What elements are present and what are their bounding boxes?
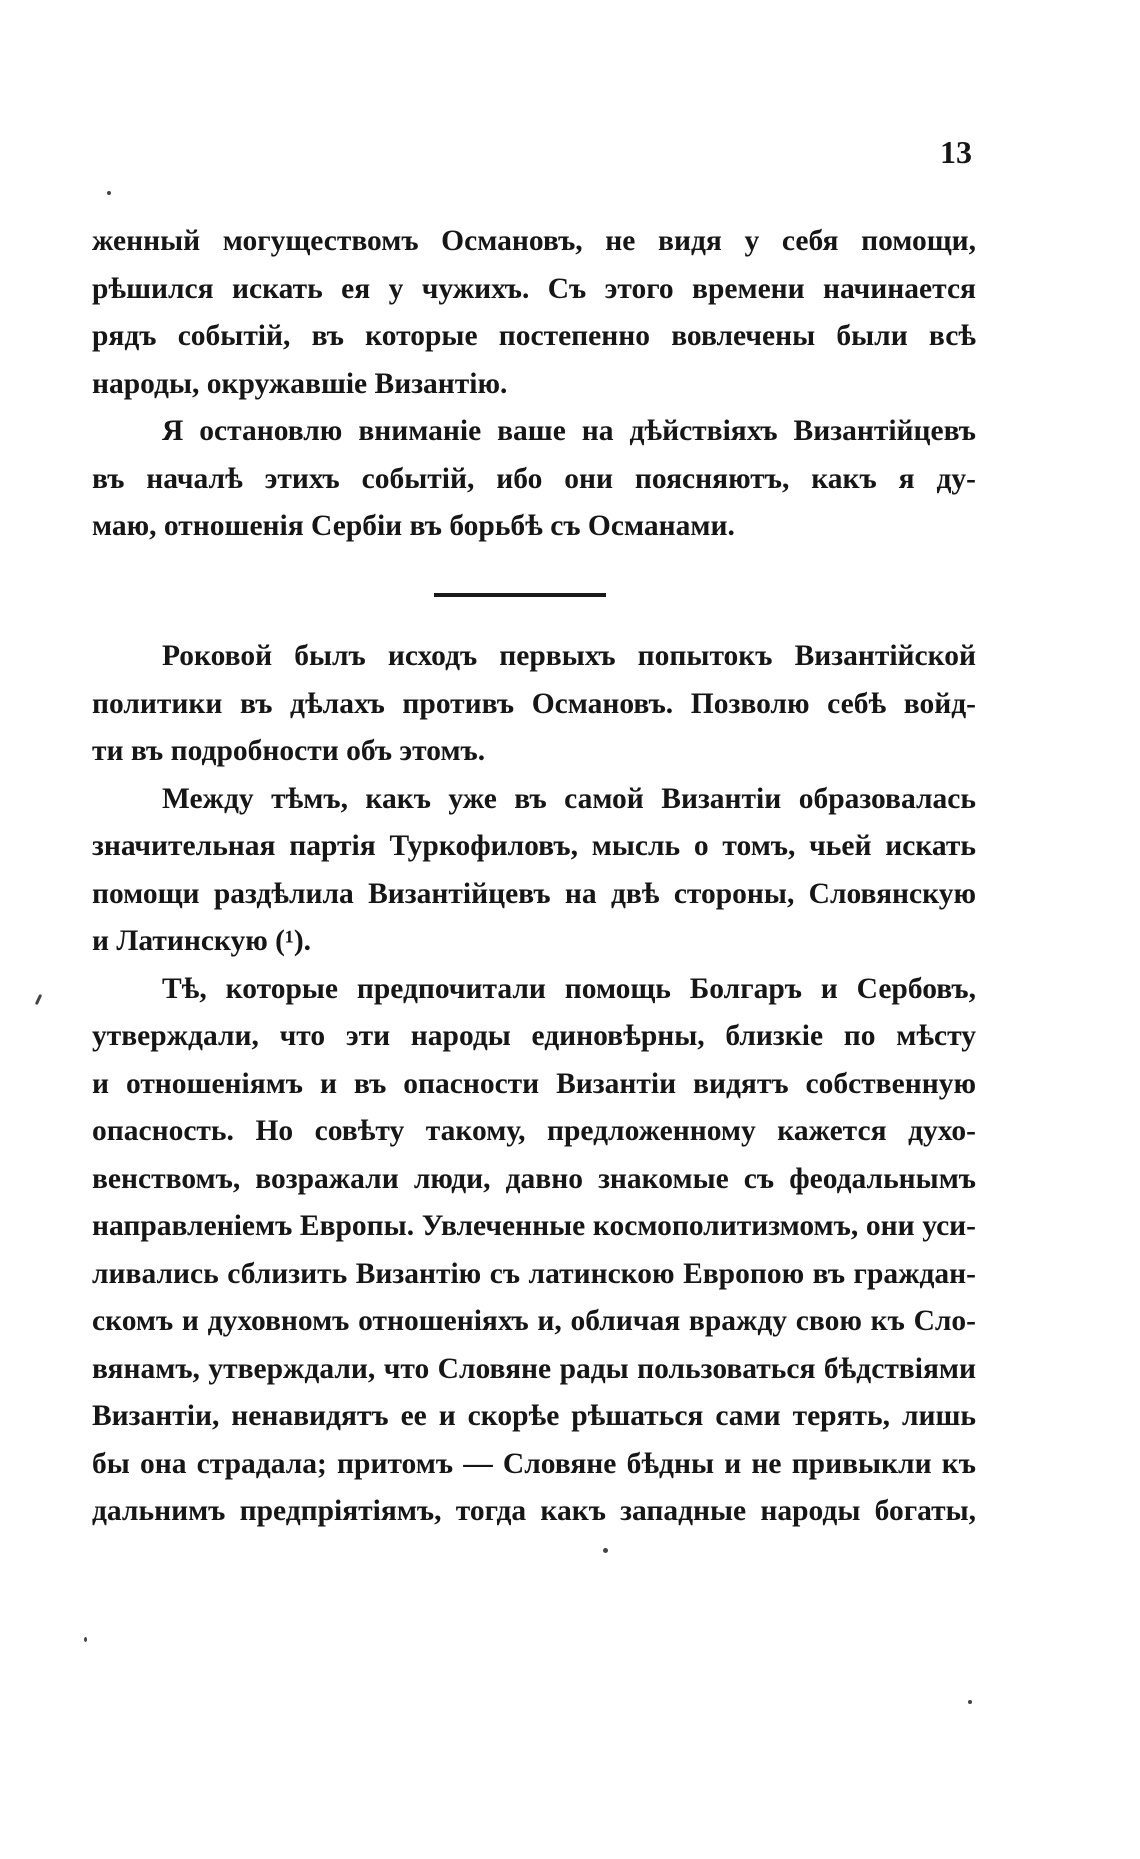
text-block-2 <box>92 633 976 1536</box>
text-line: Византіи, ненавидятъ ее и скорѣе рѣшаться сами терять, лишь <box>92 1400 976 1432</box>
ink-speck <box>107 191 111 195</box>
text-line: ливались сблизить Византію съ латинскою Европою въ граждан- <box>92 1257 976 1290</box>
text-line: венствомъ, возражали люди, давно знакомые съ феодальнымъ <box>92 1162 976 1195</box>
text-line: ти въ подробности объ этомъ. <box>92 735 486 767</box>
section-separator <box>434 593 606 597</box>
text-line: направленіемъ Европы. Увлеченные космополитизмомъ, они уси- <box>92 1210 976 1242</box>
text-line: скомъ и духовномъ отношеніяхъ и, обличая вражду свою къ Сло- <box>92 1305 976 1337</box>
ink-speck <box>35 994 42 1005</box>
text-line: дальнимъ предпріятіямъ, тогда какъ западные народы богаты, <box>92 1495 976 1527</box>
text-line: въ началѣ этихъ событій, ибо они поясняютъ, какъ я ду- <box>92 462 976 495</box>
text-line: народы, окружавшіе Византію. <box>92 367 508 400</box>
text-line: Я остановлю вниманіе ваше на дѣйствіяхъ Византійцевъ <box>162 415 976 447</box>
text-line: Роковой былъ исходъ первыхъ попытокъ Византійской <box>162 640 976 672</box>
text-line: утверждали, что эти народы единовѣрны, близкіе по мѣсту <box>92 1020 976 1052</box>
text-line: опасность. Но совѣту такому, предложенному кажется духо- <box>92 1115 976 1147</box>
text-line: женный могуществомъ Османовъ, не видя у себя помощи, <box>92 225 976 257</box>
text-line: рядъ событій, въ которые постепенно вовлечены были всѣ <box>92 320 976 352</box>
text-line: помощи раздѣлила Византійцевъ на двѣ стороны, Словянскую <box>92 877 976 910</box>
text-line: и Латинскую (¹). <box>92 925 312 957</box>
text-line: маю, отношенія Сербіи въ борьбѣ съ Османами. <box>92 510 735 542</box>
ink-speck <box>968 1700 972 1704</box>
page-number: 13 <box>940 134 972 170</box>
text-block-1 <box>92 218 976 551</box>
ink-speck <box>603 1548 608 1553</box>
text-line: политики въ дѣлахъ противъ Османовъ. Позволю себѣ войд- <box>92 687 976 720</box>
text-line: бы она страдала; притомъ — Словяне бѣдны и не привыкли къ <box>92 1447 976 1480</box>
text-line: Между тѣмъ, какъ уже въ самой Византіи образовалась <box>162 782 976 815</box>
text-line: вянамъ, утверждали, что Словяне рады пользоваться бѣдствіями <box>92 1352 976 1385</box>
ink-speck <box>84 1637 87 1642</box>
text-line: значительная партія Туркофиловъ, мысль о томъ, чьей искать <box>92 830 976 862</box>
text-line: Тѣ, которые предпочитали помощь Болгаръ и Сербовъ, <box>162 972 976 1005</box>
text-line: рѣшился искать ея у чужихъ. Съ этого времени начинается <box>92 272 976 305</box>
text-line: и отношеніямъ и въ опасности Византіи видятъ собственную <box>92 1067 976 1100</box>
